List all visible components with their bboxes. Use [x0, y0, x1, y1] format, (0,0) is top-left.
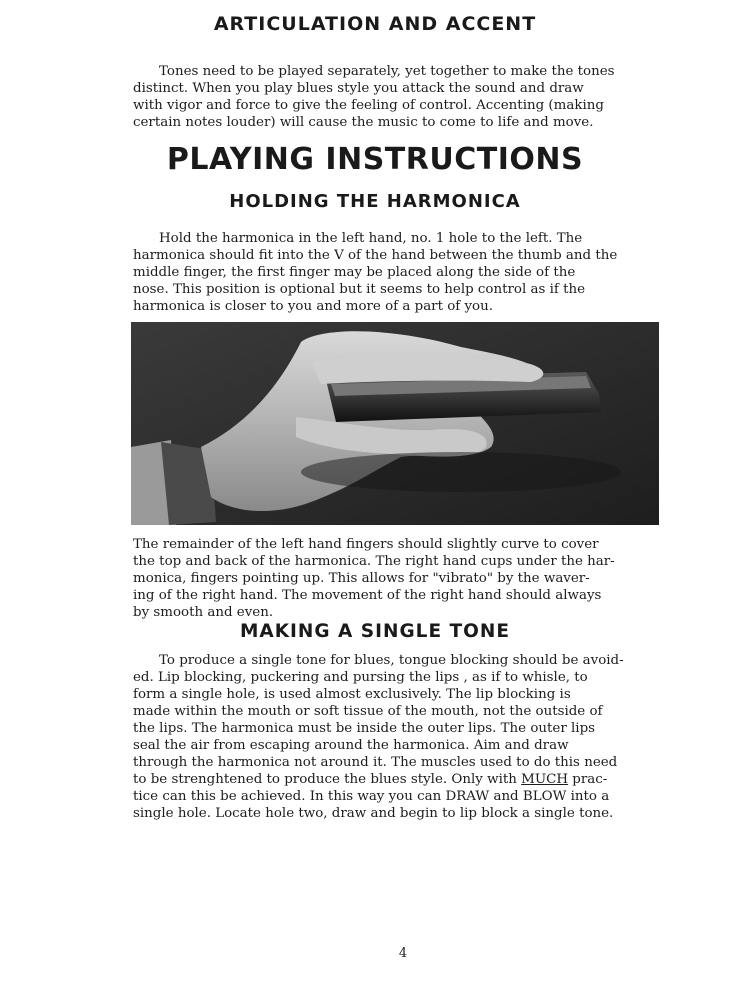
text-line: the lips. The harmonica must be inside the outer lips. The outer lips — [133, 721, 596, 736]
heading-playing-instructions: PLAYING INSTRUCTIONS — [166, 142, 584, 177]
text-line: single hole. Locate hole two, draw and begin to lip block a single tone. — [133, 806, 614, 821]
text-line: harmonica should fit into the V of the hand between the thumb and the — [133, 248, 618, 263]
text-line: middle finger, the first finger may be placed along the side of the — [133, 265, 576, 280]
text-line: through the harmonica not around it. The muscles used to do this need — [133, 755, 618, 770]
text-line: ed. Lip blocking, puckering and pursing the lips , as if to whisle, to — [133, 670, 588, 685]
text-line: ing of the right hand. The movement of the right hand should always — [133, 588, 602, 603]
text-line: tice can this be achieved. In this way you can DRAW and BLOW into a — [133, 789, 610, 804]
paragraph-single-tone — [133, 652, 663, 822]
text-line: distinct. When you play blues style you attack the sound and draw — [133, 81, 584, 96]
paragraph-articulation — [133, 63, 663, 131]
text-line: Hold the harmonica in the left hand, no. 1 hole to the left. The — [159, 231, 583, 246]
text-line-with-emphasis — [133, 771, 663, 788]
text-line: To produce a single tone for blues, tongue blocking should be avoid- — [159, 653, 624, 668]
text-line: monica, fingers pointing up. This allows for "vibrato" by the waver- — [133, 571, 590, 586]
text-line: Tones need to be played separately, yet together to make the tones — [159, 64, 615, 79]
paragraph-holding — [133, 230, 663, 315]
paragraph-fingers — [133, 536, 663, 621]
text-line: certain notes louder) will cause the music to come to life and move. — [133, 115, 594, 130]
heading-holding-the-harmonica: HOLDING THE HARMONICA — [229, 191, 521, 212]
heading-making-a-single-tone: MAKING A SINGLE TONE — [239, 621, 511, 642]
harmonica-hand-photo — [131, 322, 659, 525]
text-line: made within the mouth or soft tissue of the mouth, not the outside of — [133, 704, 603, 719]
text-segment: to be strenghtened to produce the blues style. Only with — [133, 772, 522, 787]
text-segment: prac- — [568, 772, 608, 787]
text-line: harmonica is closer to you and more of a part of you. — [133, 299, 493, 314]
heading-articulation-and-accent: ARTICULATION AND ACCENT — [213, 13, 537, 35]
text-line: the top and back of the harmonica. The right hand cups under the har- — [133, 554, 615, 569]
text-line: The remainder of the left hand fingers should slightly curve to cover — [133, 537, 599, 552]
text-line: nose. This position is optional but it seems to help control as if the — [133, 282, 586, 297]
text-line: with vigor and force to give the feeling of control. Accenting (making — [133, 98, 604, 113]
text-line: form a single hole, is used almost exclusively. The lip blocking is — [133, 687, 571, 702]
page-number: 4 — [398, 946, 408, 961]
text-line: by smooth and even. — [133, 605, 274, 620]
text-line: seal the air from escaping around the harmonica. Aim and draw — [133, 738, 569, 753]
emphasis-much: MUCH — [521, 772, 569, 787]
